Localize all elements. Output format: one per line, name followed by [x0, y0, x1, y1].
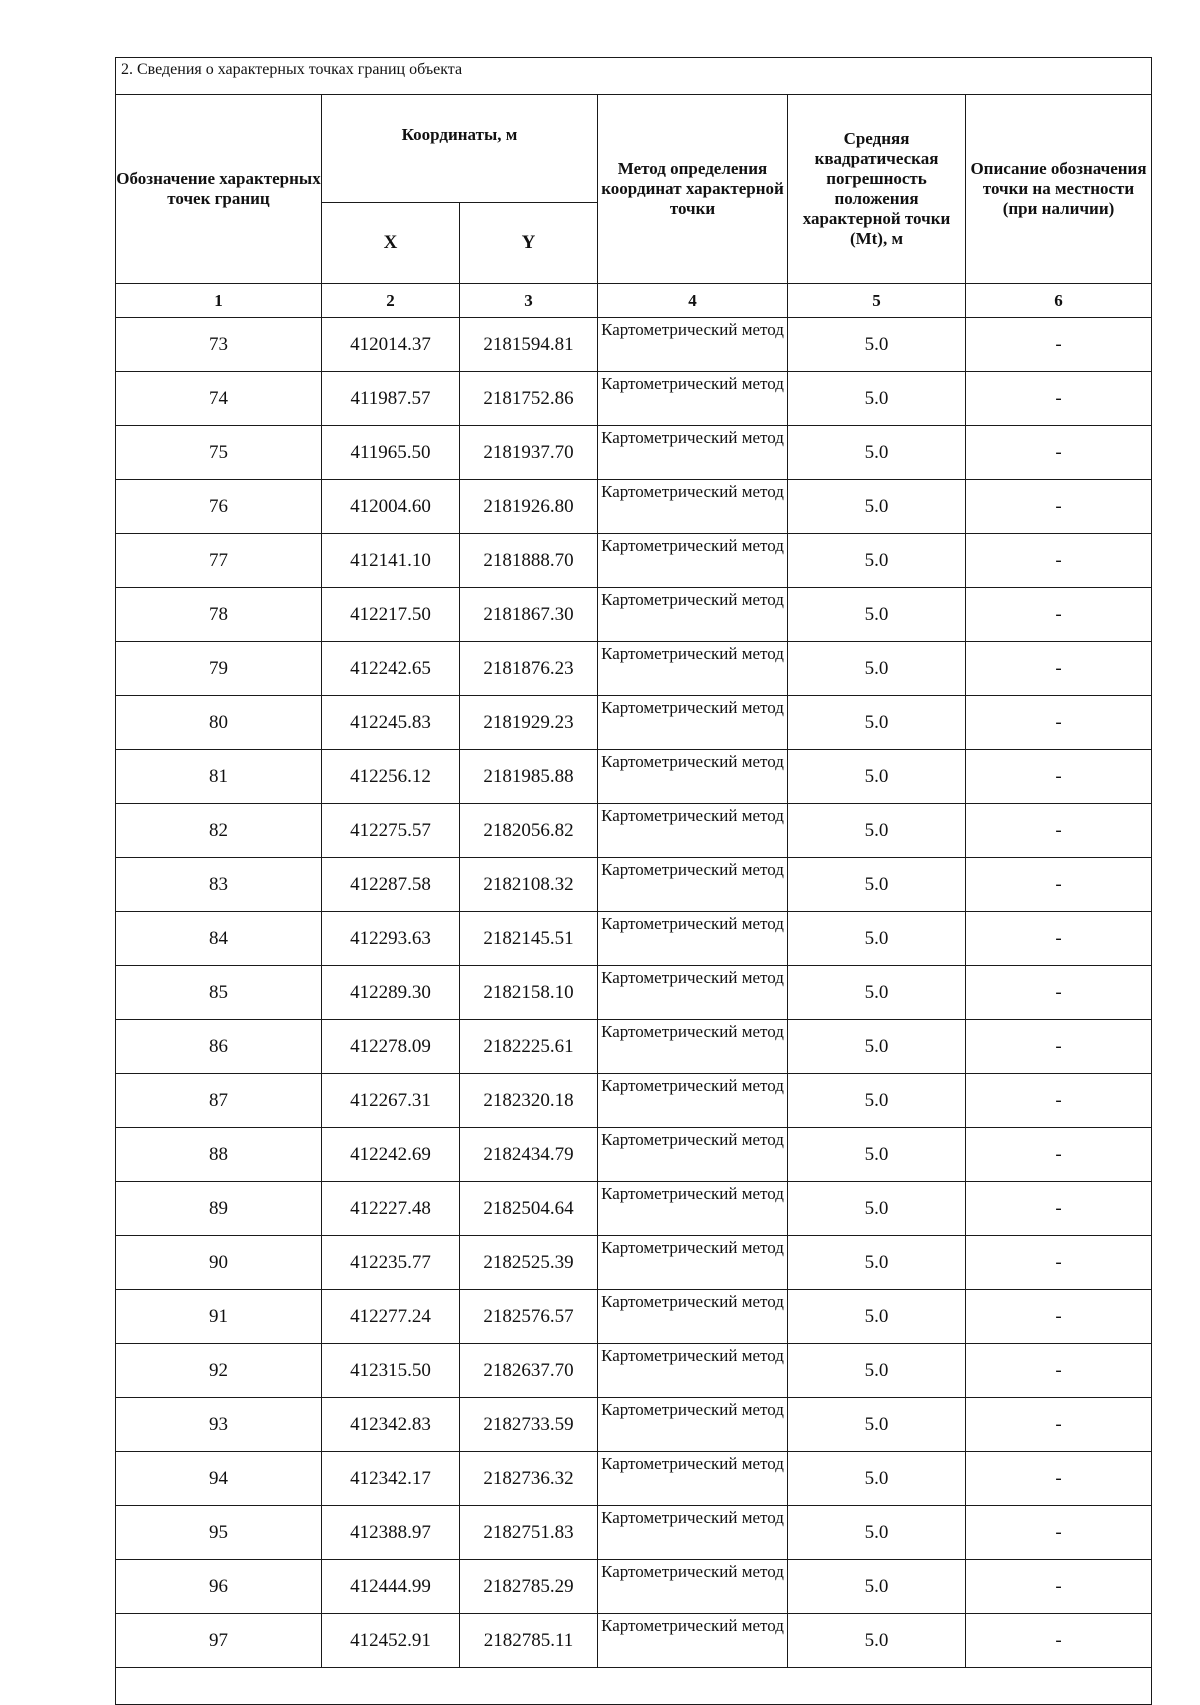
table-row: [116, 696, 1152, 750]
point-number-cell: 93: [116, 1398, 322, 1452]
error-cell: 5.0: [788, 1236, 966, 1290]
method-cell: Картометрический метод: [598, 1236, 788, 1290]
x-coordinate-cell: 412388.97: [322, 1506, 460, 1560]
point-number-cell: 81: [116, 750, 322, 804]
point-number-cell: 79: [116, 642, 322, 696]
header-x: X: [322, 203, 460, 284]
error-cell: 5.0: [788, 318, 966, 372]
table-row: [116, 1560, 1152, 1614]
table-row: [116, 1452, 1152, 1506]
table-row: [116, 1074, 1152, 1128]
x-coordinate-cell: 412444.99: [322, 1560, 460, 1614]
point-number-cell: 77: [116, 534, 322, 588]
x-coordinate-cell: 412014.37: [322, 318, 460, 372]
y-coordinate-cell: 2181937.70: [460, 426, 598, 480]
error-cell: 5.0: [788, 1182, 966, 1236]
error-cell: 5.0: [788, 1074, 966, 1128]
method-cell: Картометрический метод: [598, 588, 788, 642]
description-cell: -: [966, 1560, 1152, 1614]
table-row: [116, 426, 1152, 480]
table-row: [116, 966, 1152, 1020]
point-number-cell: 90: [116, 1236, 322, 1290]
x-coordinate-cell: 412141.10: [322, 534, 460, 588]
table-footer-row: [116, 1668, 1152, 1705]
column-number: 6: [966, 284, 1152, 318]
y-coordinate-cell: 2182785.29: [460, 1560, 598, 1614]
error-cell: 5.0: [788, 1452, 966, 1506]
header-description: Описание обозначения точки на местности (при наличии): [966, 95, 1152, 284]
y-coordinate-cell: 2182320.18: [460, 1074, 598, 1128]
header-designation: Обозначение характерных точек границ: [116, 95, 322, 284]
x-coordinate-cell: 412267.31: [322, 1074, 460, 1128]
description-cell: -: [966, 750, 1152, 804]
table-body: [116, 318, 1152, 1668]
table-row: [116, 1020, 1152, 1074]
y-coordinate-cell: 2182525.39: [460, 1236, 598, 1290]
y-coordinate-cell: 2181985.88: [460, 750, 598, 804]
table-row: [116, 1182, 1152, 1236]
description-cell: -: [966, 1128, 1152, 1182]
y-coordinate-cell: 2182434.79: [460, 1128, 598, 1182]
error-cell: 5.0: [788, 1344, 966, 1398]
error-cell: 5.0: [788, 804, 966, 858]
y-coordinate-cell: 2182158.10: [460, 966, 598, 1020]
description-cell: -: [966, 426, 1152, 480]
description-cell: -: [966, 1506, 1152, 1560]
table-row: [116, 318, 1152, 372]
point-number-cell: 86: [116, 1020, 322, 1074]
point-number-cell: 95: [116, 1506, 322, 1560]
error-cell: 5.0: [788, 426, 966, 480]
x-coordinate-cell: 412289.30: [322, 966, 460, 1020]
x-coordinate-cell: 412227.48: [322, 1182, 460, 1236]
x-coordinate-cell: 412278.09: [322, 1020, 460, 1074]
x-coordinate-cell: 411987.57: [322, 372, 460, 426]
y-coordinate-cell: 2181876.23: [460, 642, 598, 696]
table-row: [116, 1506, 1152, 1560]
y-coordinate-cell: 2182751.83: [460, 1506, 598, 1560]
x-coordinate-cell: 412277.24: [322, 1290, 460, 1344]
y-coordinate-cell: 2182056.82: [460, 804, 598, 858]
method-cell: Картометрический метод: [598, 318, 788, 372]
description-cell: -: [966, 858, 1152, 912]
column-number: 3: [460, 284, 598, 318]
point-number-cell: 85: [116, 966, 322, 1020]
method-cell: Картометрический метод: [598, 1020, 788, 1074]
method-cell: Картометрический метод: [598, 1560, 788, 1614]
description-cell: -: [966, 534, 1152, 588]
table-row: [116, 1236, 1152, 1290]
table-row: [116, 1398, 1152, 1452]
x-coordinate-cell: 411965.50: [322, 426, 460, 480]
x-coordinate-cell: 412217.50: [322, 588, 460, 642]
table-row: [116, 1128, 1152, 1182]
y-coordinate-cell: 2182736.32: [460, 1452, 598, 1506]
y-coordinate-cell: 2181926.80: [460, 480, 598, 534]
error-cell: 5.0: [788, 1128, 966, 1182]
description-cell: -: [966, 1074, 1152, 1128]
y-coordinate-cell: 2182576.57: [460, 1290, 598, 1344]
document-page: [115, 57, 1151, 1705]
method-cell: Картометрический метод: [598, 804, 788, 858]
method-cell: Картометрический метод: [598, 1452, 788, 1506]
header-coordinates: Координаты, м: [322, 95, 598, 203]
point-number-cell: 96: [116, 1560, 322, 1614]
y-coordinate-cell: 2182785.11: [460, 1614, 598, 1668]
error-cell: 5.0: [788, 1614, 966, 1668]
y-coordinate-cell: 2182637.70: [460, 1344, 598, 1398]
table-row: [116, 588, 1152, 642]
error-cell: 5.0: [788, 1560, 966, 1614]
x-coordinate-cell: 412342.83: [322, 1398, 460, 1452]
y-coordinate-cell: 2182733.59: [460, 1398, 598, 1452]
description-cell: -: [966, 480, 1152, 534]
description-cell: -: [966, 966, 1152, 1020]
x-coordinate-cell: 412235.77: [322, 1236, 460, 1290]
description-cell: -: [966, 588, 1152, 642]
point-number-cell: 88: [116, 1128, 322, 1182]
method-cell: Картометрический метод: [598, 426, 788, 480]
error-cell: 5.0: [788, 1506, 966, 1560]
y-coordinate-cell: 2182504.64: [460, 1182, 598, 1236]
x-coordinate-cell: 412242.65: [322, 642, 460, 696]
column-number-row: [116, 284, 1152, 318]
error-cell: 5.0: [788, 534, 966, 588]
point-number-cell: 74: [116, 372, 322, 426]
header-method: Метод определения координат характерной точки: [598, 95, 788, 284]
method-cell: Картометрический метод: [598, 1128, 788, 1182]
method-cell: Картометрический метод: [598, 1182, 788, 1236]
error-cell: 5.0: [788, 966, 966, 1020]
description-cell: -: [966, 1452, 1152, 1506]
method-cell: Картометрический метод: [598, 1398, 788, 1452]
point-number-cell: 73: [116, 318, 322, 372]
error-cell: 5.0: [788, 588, 966, 642]
y-coordinate-cell: 2181888.70: [460, 534, 598, 588]
table-row: [116, 642, 1152, 696]
x-coordinate-cell: 412315.50: [322, 1344, 460, 1398]
y-coordinate-cell: 2181752.86: [460, 372, 598, 426]
table-row: [116, 804, 1152, 858]
header-error: Средняя квадратическая погрешность положения характерной точки (Mt), м: [788, 95, 966, 284]
table-row: [116, 1290, 1152, 1344]
method-cell: Картометрический метод: [598, 1344, 788, 1398]
method-cell: Картометрический метод: [598, 750, 788, 804]
description-cell: -: [966, 912, 1152, 966]
error-cell: 5.0: [788, 1398, 966, 1452]
boundary-points-table: [115, 57, 1152, 1705]
error-cell: 5.0: [788, 642, 966, 696]
error-cell: 5.0: [788, 1020, 966, 1074]
point-number-cell: 80: [116, 696, 322, 750]
section-title: 2. Сведения о характерных точках границ объекта: [116, 58, 1152, 95]
method-cell: Картометрический метод: [598, 642, 788, 696]
point-number-cell: 89: [116, 1182, 322, 1236]
x-coordinate-cell: 412452.91: [322, 1614, 460, 1668]
method-cell: Картометрический метод: [598, 534, 788, 588]
y-coordinate-cell: 2181929.23: [460, 696, 598, 750]
method-cell: Картометрический метод: [598, 1614, 788, 1668]
method-cell: Картометрический метод: [598, 1290, 788, 1344]
description-cell: -: [966, 1020, 1152, 1074]
description-cell: -: [966, 696, 1152, 750]
error-cell: 5.0: [788, 480, 966, 534]
column-number: 5: [788, 284, 966, 318]
point-number-cell: 94: [116, 1452, 322, 1506]
description-cell: -: [966, 804, 1152, 858]
table-row: [116, 912, 1152, 966]
y-coordinate-cell: 2182108.32: [460, 858, 598, 912]
method-cell: Картометрический метод: [598, 966, 788, 1020]
error-cell: 5.0: [788, 858, 966, 912]
description-cell: -: [966, 318, 1152, 372]
error-cell: 5.0: [788, 912, 966, 966]
description-cell: -: [966, 1614, 1152, 1668]
point-number-cell: 83: [116, 858, 322, 912]
y-coordinate-cell: 2182225.61: [460, 1020, 598, 1074]
method-cell: Картометрический метод: [598, 372, 788, 426]
description-cell: -: [966, 642, 1152, 696]
table-row: [116, 534, 1152, 588]
description-cell: -: [966, 1398, 1152, 1452]
x-coordinate-cell: 412275.57: [322, 804, 460, 858]
x-coordinate-cell: 412287.58: [322, 858, 460, 912]
y-coordinate-cell: 2181594.81: [460, 318, 598, 372]
x-coordinate-cell: 412242.69: [322, 1128, 460, 1182]
point-number-cell: 87: [116, 1074, 322, 1128]
point-number-cell: 91: [116, 1290, 322, 1344]
table-row: [116, 750, 1152, 804]
y-coordinate-cell: 2181867.30: [460, 588, 598, 642]
description-cell: -: [966, 1344, 1152, 1398]
error-cell: 5.0: [788, 372, 966, 426]
error-cell: 5.0: [788, 1290, 966, 1344]
y-coordinate-cell: 2182145.51: [460, 912, 598, 966]
table-row: [116, 1614, 1152, 1668]
table-row: [116, 1344, 1152, 1398]
method-cell: Картометрический метод: [598, 1074, 788, 1128]
x-coordinate-cell: 412293.63: [322, 912, 460, 966]
description-cell: -: [966, 1236, 1152, 1290]
error-cell: 5.0: [788, 696, 966, 750]
method-cell: Картометрический метод: [598, 1506, 788, 1560]
error-cell: 5.0: [788, 750, 966, 804]
point-number-cell: 75: [116, 426, 322, 480]
column-number: 1: [116, 284, 322, 318]
table-row: [116, 372, 1152, 426]
point-number-cell: 76: [116, 480, 322, 534]
point-number-cell: 92: [116, 1344, 322, 1398]
description-cell: -: [966, 1182, 1152, 1236]
table-row: [116, 858, 1152, 912]
table-row: [116, 480, 1152, 534]
x-coordinate-cell: 412256.12: [322, 750, 460, 804]
method-cell: Картометрический метод: [598, 480, 788, 534]
point-number-cell: 82: [116, 804, 322, 858]
description-cell: -: [966, 372, 1152, 426]
column-number: 2: [322, 284, 460, 318]
x-coordinate-cell: 412004.60: [322, 480, 460, 534]
point-number-cell: 78: [116, 588, 322, 642]
method-cell: Картометрический метод: [598, 696, 788, 750]
point-number-cell: 84: [116, 912, 322, 966]
description-cell: -: [966, 1290, 1152, 1344]
header-y: Y: [460, 203, 598, 284]
empty-footer-cell: [116, 1668, 1152, 1705]
method-cell: Картометрический метод: [598, 912, 788, 966]
point-number-cell: 97: [116, 1614, 322, 1668]
column-number: 4: [598, 284, 788, 318]
method-cell: Картометрический метод: [598, 858, 788, 912]
x-coordinate-cell: 412245.83: [322, 696, 460, 750]
x-coordinate-cell: 412342.17: [322, 1452, 460, 1506]
